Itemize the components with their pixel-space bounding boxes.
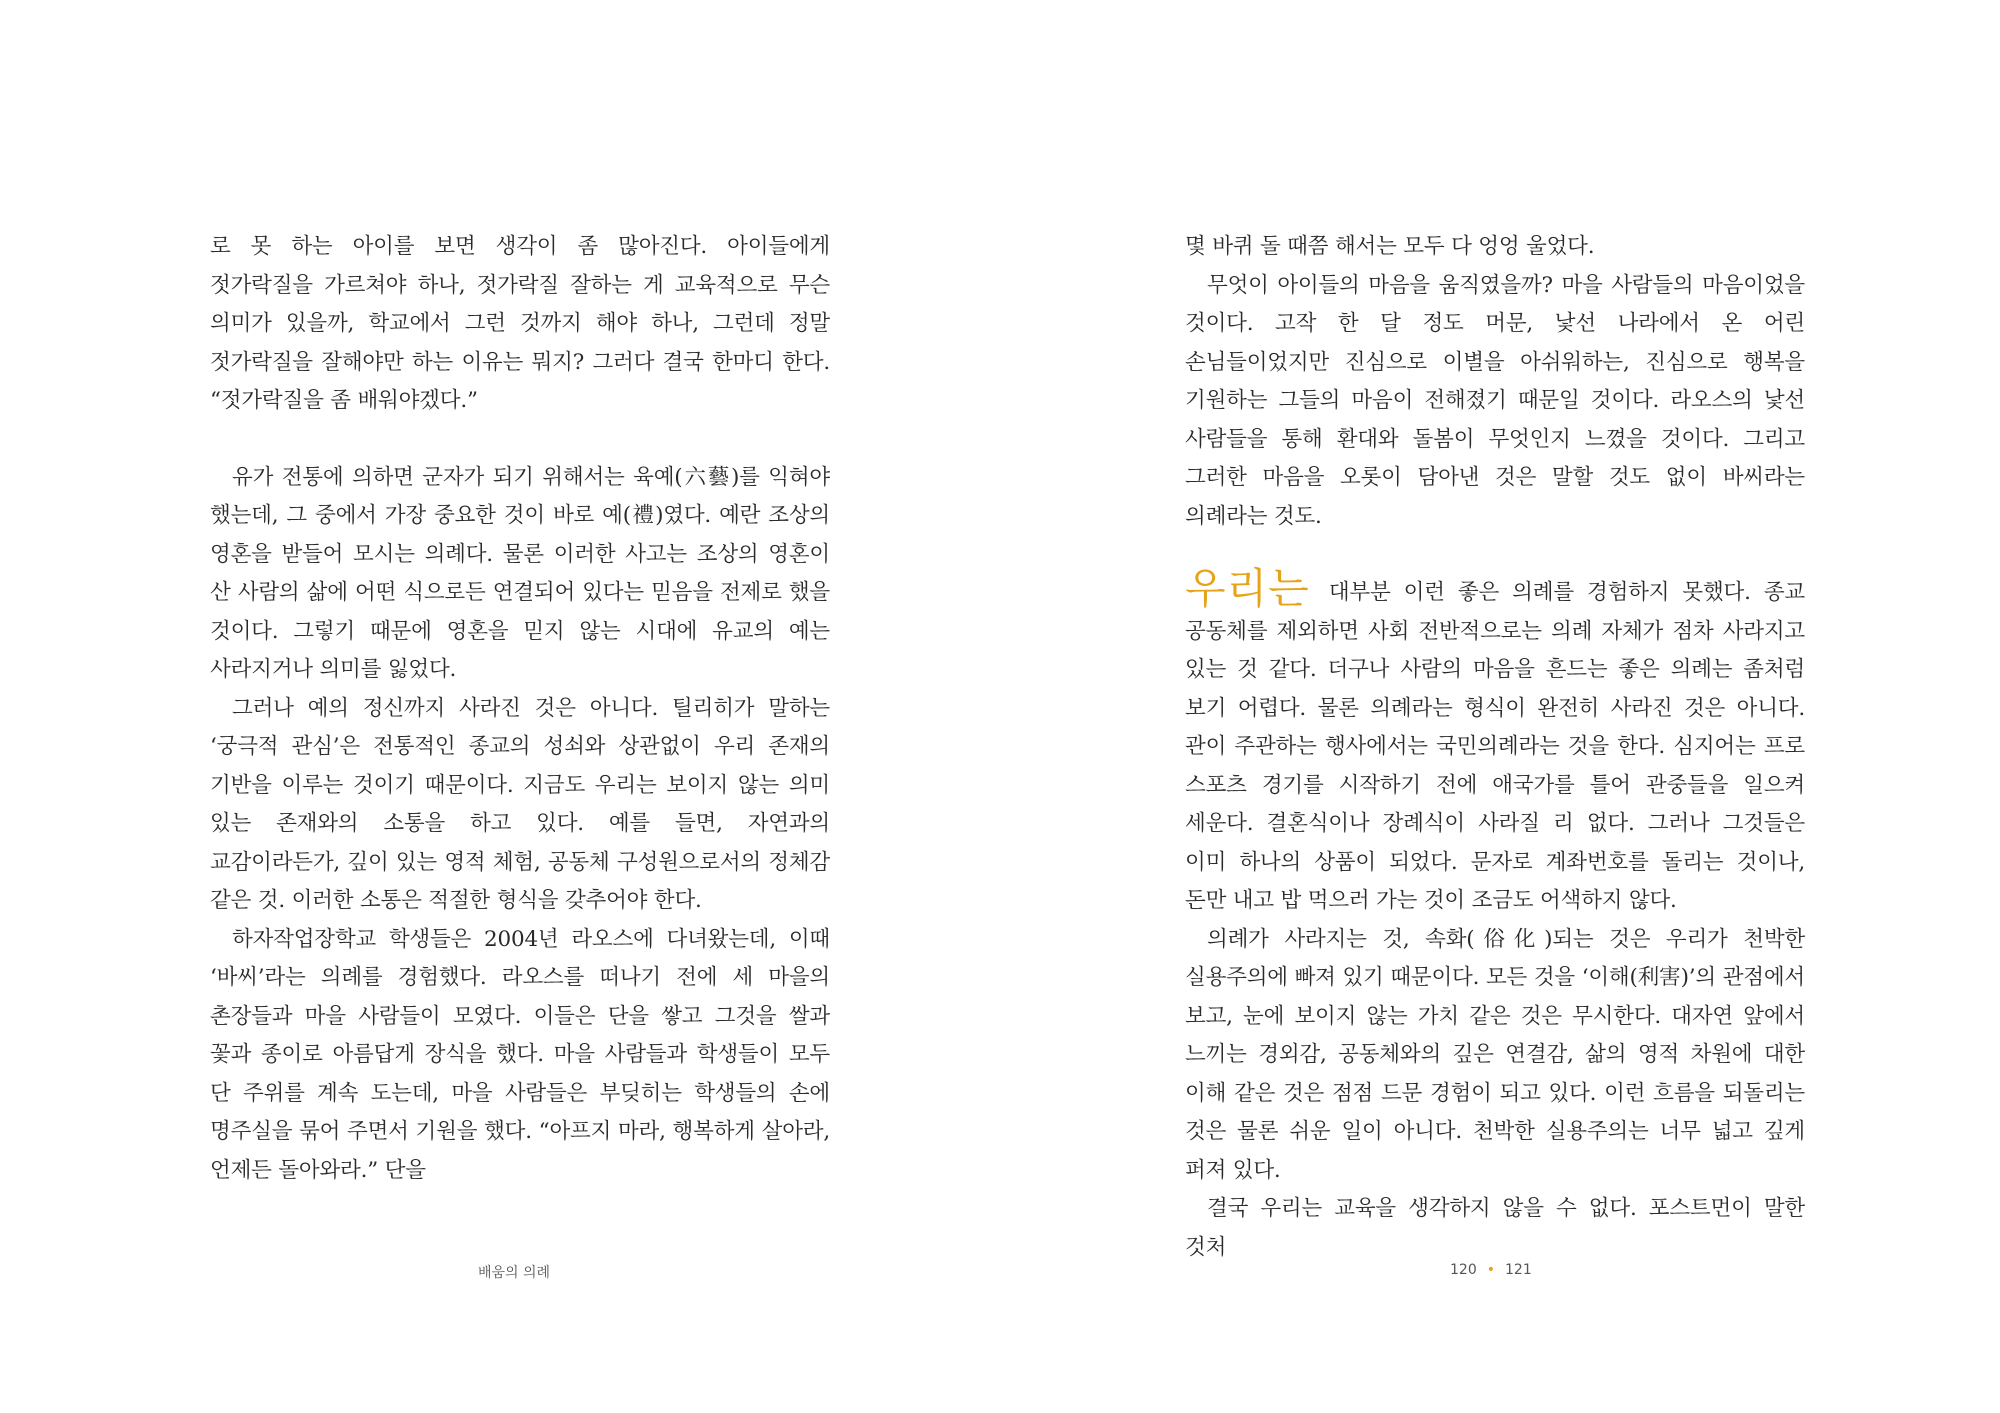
paragraph: 로 못 하는 아이를 보면 생각이 좀 많아진다. 아이들에게 젓가락질을 가르쳐야 하나, 젓가락질 잘하는 게 교육적으로 무슨 의미가 있을까, 학교에서 그런 것까지 해야 하나, 그런데 정말 젓가락질을 잘해야만 하는 이유는 뭐지? 그러다 결국 한마디 한다. “젓가락질을 좀 배워야겠다.” [210, 234, 830, 413]
page-number-separator: • [1486, 1262, 1495, 1278]
page-number-left: 120 [1450, 1262, 1477, 1278]
right-page [1185, 228, 1805, 1267]
paragraph: 무엇이 아이들의 마음을 움직였을까? 마을 사람들의 마음이었을 것이다. 고작 한 달 정도 머문, 낯선 나라에서 온 어린 손님들이었지만 진심으로 이별을 아쉬워하는, 진심으로 행복을 기원하는 그들의 마음이 전해졌기 때문일 것이다. 라오스의 낯선 사람들을 통해 환대와 돌봄이 무엇인지 느꼈을 것이다. 그리고 그러한 마음을 오롯이 담아낸 것은 말할 것도 없이 바씨라는 의례라는 것도. [1185, 272, 1805, 529]
paragraph: 결국 우리는 교육을 생각하지 않을 수 없다. 포스트먼이 말한 것처 [1185, 1196, 1805, 1260]
running-footer-title: 배움의 의례 [478, 1265, 551, 1281]
dropcap-paragraph-text: 대부분 이런 좋은 의례를 경험하지 못했다. 종교 공동체를 제외하면 사회 전반적으로는 의례 자체가 점차 사라지고 있는 것 같다. 더구나 사람의 마음을 흔드는 좋은 의례는 좀처럼 보기 어렵다. 물론 의례라는 형식이 완전히 사라진 것은 아니다. 관이 주관하는 행사에서는 국민의례라는 것을 한다. 심지어는 프로 스포츠 경기를 시작하기 전에 애국가를 틀어 관중들을 일으켜 세운다. 결혼식이나 장례식이 사라질 리 없다. 그러나 그것들은 이미 하나의 상품이 되었다. 문자로 계좌번호를 돌리는 것이나, 돈만 내고 밥 먹으러 가는 것이 조금도 어색하지 않다. [1185, 580, 1805, 913]
page-numbers [1450, 1262, 1532, 1278]
paragraph: 몇 바퀴 돌 때쯤 해서는 모두 다 엉엉 울었다. [1185, 234, 1595, 259]
left-page [210, 228, 830, 1190]
paragraph: 의례가 사라지는 것, 속화(俗化)되는 것은 우리가 천박한 실용주의에 빠져 있기 때문이다. 모든 것을 ‘이해(利害)’의 관점에서 보고, 눈에 보이지 않는 가치 같은 것은 무시한다. 대자연 앞에서 느끼는 경외감, 공동체와의 깊은 연결감, 삶의 영적 차원에 대한 이해 같은 것은 점점 드문 경험이 되고 있다. 이런 흐름을 되돌리는 것은 물론 쉬운 일이 아니다. 천박한 실용주의는 너무 넓고 깊게 퍼져 있다. [1185, 926, 1805, 1183]
paragraph: 하자작업장학교 학생들은 2004년 라오스에 다녀왔는데, 이때 ‘바씨’라는 의례를 경험했다. 라오스를 떠나기 전에 세 마을의 촌장들과 마을 사람들이 모였다. 이들은 단을 쌓고 그것을 쌀과 꽃과 종이로 아름답게 장식을 했다. 마을 사람들과 학생들이 모두 단 주위를 계속 도는데, 마을 사람들은 부딪히는 학생들의 손에 명주실을 묶어 주면서 기원을 했다. “아프지 마라, 행복하게 살아라, 언제든 돌아와라.” 단을 [210, 926, 830, 1183]
dropcap-paragraph [1185, 566, 1805, 921]
paragraph-gap [1185, 536, 1805, 566]
paragraph: 그러나 예의 정신까지 사라진 것은 아니다. 틸리히가 말하는 ‘궁극적 관심’은 전통적인 종교의 성쇠와 상관없이 우리 존재의 기반을 이루는 것이기 때문이다. 지금도 우리는 보이지 않는 의미 있는 존재와의 소통을 하고 있다. 예를 들면, 자연과의 교감이라든가, 깊이 있는 영적 체험, 공동체 구성원으로서의 정체감 같은 것. 이러한 소통은 적절한 형식을 갖추어야 한다. [210, 695, 830, 913]
dropcap-word: 우리는 [1185, 564, 1310, 613]
paragraph-gap [210, 421, 830, 459]
page-number-right: 121 [1505, 1262, 1532, 1278]
paragraph: 유가 전통에 의하면 군자가 되기 위해서는 육예(六藝)를 익혀야 했는데, 그 중에서 가장 중요한 것이 바로 예(禮)였다. 예란 조상의 영혼을 받들어 모시는 의례다. 물론 이러한 사고는 조상의 영혼이 산 사람의 삶에 어떤 식으로든 연결되어 있다는 믿음을 전제로 했을 것이다. 그렇기 때문에 영혼을 믿지 않는 시대에 유교의 예는 사라지거나 의미를 잃었다. [210, 464, 830, 682]
